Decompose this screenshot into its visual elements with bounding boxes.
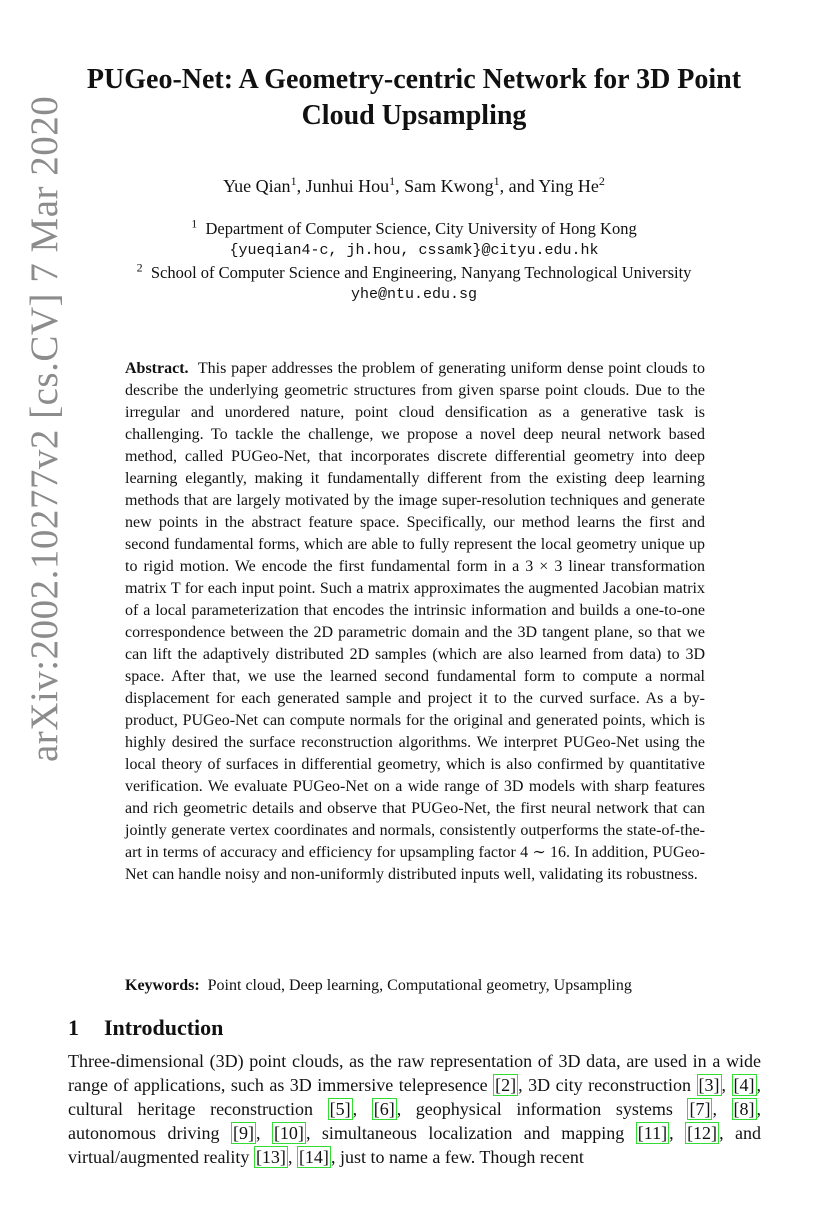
section-number: 1: [68, 1015, 79, 1040]
intro-text: Three-dimensional (3D) point clouds, as the raw representation of 3D data, are used in a wide range of applications, such as 3D immersive telepresence: [68, 1051, 761, 1095]
affiliation-text: School of Computer Science and Engineering, Nanyang Technological University: [150, 263, 692, 282]
author-separator: ,: [395, 176, 405, 196]
intro-text: ,: [669, 1123, 686, 1143]
affiliation-mark: 2: [136, 260, 143, 275]
author-name: Junhui Hou: [305, 176, 390, 196]
affiliation-email: yhe@ntu.edu.sg: [350, 286, 478, 303]
section-title: Introduction: [104, 1015, 224, 1040]
intro-text: , and virtual/augmented reality: [68, 1123, 762, 1167]
author-affiliation-mark: 1: [493, 174, 500, 188]
keywords-label: Keywords:: [125, 977, 200, 994]
citation-link[interactable]: [7]: [689, 1099, 711, 1119]
intro-text: , simultaneous localization and mapping: [305, 1123, 636, 1143]
author-name: Sam Kwong: [404, 176, 494, 196]
citation-link[interactable]: [10]: [273, 1123, 304, 1143]
intro-paragraph: [68, 1049, 761, 1169]
citation-link[interactable]: [2]: [495, 1075, 517, 1095]
abstract: [125, 358, 705, 886]
section-heading: [68, 1014, 223, 1042]
citation-link[interactable]: [11]: [637, 1123, 668, 1143]
title-line-2: Cloud Upsampling: [301, 100, 527, 131]
citation-link[interactable]: [3]: [698, 1075, 720, 1095]
arxiv-stamp: arXiv:2002.10277v2 [cs.CV] 7 Mar 2020: [23, 95, 66, 762]
abstract-text: This paper addresses the problem of generating uniform dense point clouds to describe the underlying geometric structures from given sparse point clouds. Due to the irregular and unordered nature, point cloud densification as a generative task is challenging. To tackle the challenge, we propose a novel deep neural network based method, called PUGeo-Net, that incorporates discrete differential geometry into deep learning elegantly, making it fundamentally different from the existing deep learning methods that are largely motivated by the image super-resolution techniques and generate new points in the abstract feature space. Specifically, our method learns the first and second fundamental forms, which are able to fully represent the local geometry unique up to rigid motion. We encode the first fundamental form in a 3 × 3 linear transformation matrix T for each input point. Such a matrix approximates the augmented Jacobian matrix of a local parameterization that encodes the intrinsic information and builds a one-to-one correspondence between the 2D parametric domain and the 3D tangent plane, so that we can lift the adaptively distributed 2D samples (which are also learned from data) to 3D space. After that, we use the learned second fundamental form to compute a normal displacement for each generated sample and project it to the curved surface. As a by-product, PUGeo-Net can compute normals for the original and generated points, which is highly desired the surface reconstruction algorithms. We interpret PUGeo-Net using the local theory of surfaces in differential geometry, which is also confirmed by quantitative verification. We evaluate PUGeo-Net on a wide range of 3D models with sharp features and rich geometric details and observe that PUGeo-Net, the first neural network that can jointly generate vertex coordinates and normals, consistently outperforms the state-of-the-art in terms of accuracy and efficiency for upsampling factor 4 ∼ 16. In addition, PUGeo-Net can handle noisy and non-uniformly distributed inputs well, validating its robustness.: [125, 360, 706, 883]
affiliation-mark: 1: [191, 216, 198, 231]
author-separator: ,: [296, 176, 306, 196]
intro-text: ,: [287, 1147, 297, 1167]
intro-text: , just to name a few. Though recent: [330, 1147, 584, 1167]
intro-text: ,: [352, 1099, 372, 1119]
keywords-text: Point cloud, Deep learning, Computational geometry, Upsampling: [207, 977, 632, 994]
abstract-label: Abstract.: [125, 360, 189, 377]
author-affiliation-mark: 1: [290, 174, 297, 188]
citation-link[interactable]: [8]: [733, 1099, 755, 1119]
intro-text: ,: [255, 1123, 272, 1143]
intro-text: , cultural heritage reconstruction: [68, 1075, 761, 1119]
affiliation-text: Department of Computer Science, City University of Hong Kong: [205, 219, 637, 238]
author-affiliation-mark: 1: [389, 174, 396, 188]
affiliation-2: [60, 262, 768, 306]
author-name: Ying He: [538, 176, 599, 196]
citation-link[interactable]: [6]: [373, 1099, 395, 1119]
citation-link[interactable]: [13]: [255, 1147, 286, 1167]
author-name: Yue Qian: [223, 176, 291, 196]
citation-link[interactable]: [4]: [733, 1075, 755, 1095]
paper-title: [60, 62, 768, 134]
author-affiliation-mark: 2: [598, 174, 605, 188]
intro-text: ,: [712, 1099, 732, 1119]
affiliation-email: {yueqian4-c, jh.hou, cssamk}@cityu.edu.hk: [229, 242, 599, 259]
citation-link[interactable]: [9]: [232, 1123, 254, 1143]
title-line-1: PUGeo-Net: A Geometry-centric Network for 3D Point: [86, 64, 742, 95]
intro-text: , autonomous driving: [68, 1099, 762, 1143]
citation-link[interactable]: [14]: [298, 1147, 329, 1167]
author-separator: , and: [499, 176, 539, 196]
intro-text: , geophysical information systems: [396, 1099, 688, 1119]
citation-link[interactable]: [5]: [329, 1099, 351, 1119]
keywords: [125, 975, 745, 997]
author-list: [60, 174, 768, 198]
intro-text: ,: [721, 1075, 732, 1095]
intro-text: , 3D city reconstruction: [518, 1075, 697, 1095]
citation-link[interactable]: [12]: [687, 1123, 718, 1143]
affiliation-1: [60, 218, 768, 262]
